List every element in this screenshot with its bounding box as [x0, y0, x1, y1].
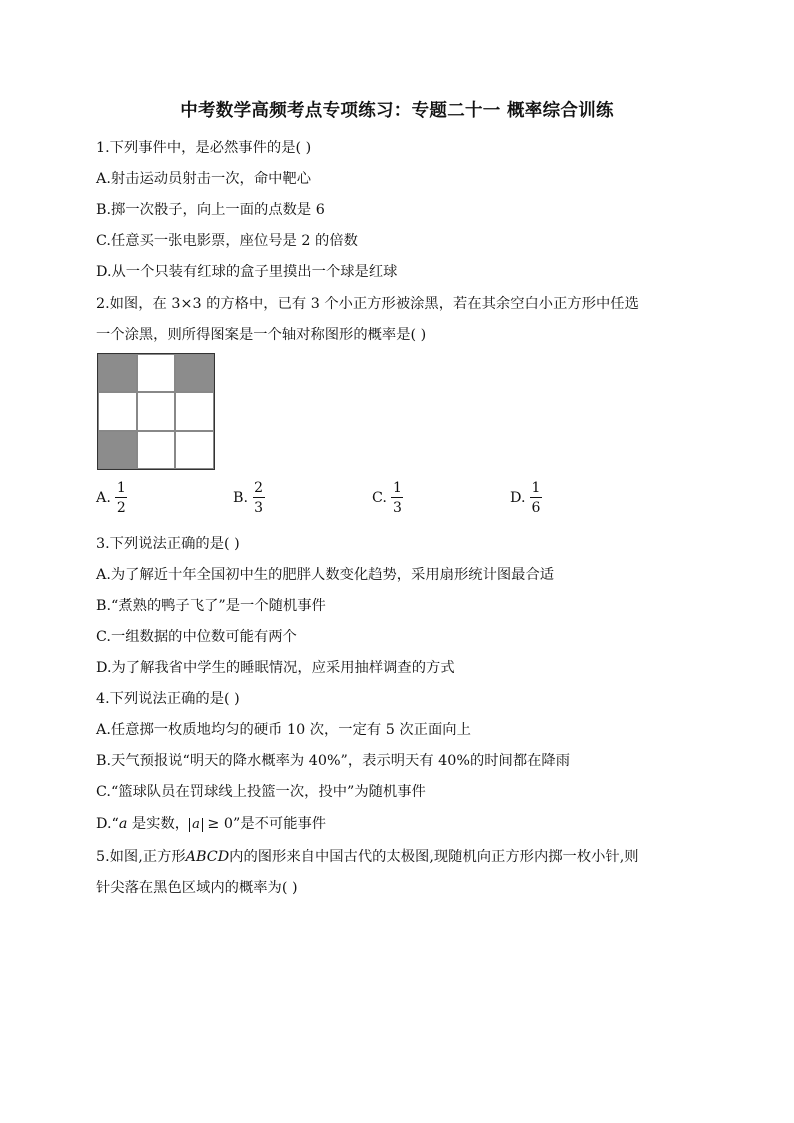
q4-option-d-mid: 是实数， — [127, 816, 190, 832]
q4-option-d-absolute-value: a — [189, 818, 203, 832]
q4-option-b: B.天气预报说“明天的降水概率为 40%”，表示明天有 40%的时间都在降雨 — [96, 753, 571, 769]
q5-stem-post: 内的图形来自中国古代的太极图,现随机向正方形内掷一枚小针,则 — [229, 849, 639, 865]
grid-cell-blank — [137, 392, 176, 430]
fraction-numerator: 2 — [254, 480, 263, 496]
grid-cell-shaded — [175, 354, 214, 392]
q2-option-a-fraction — [115, 481, 128, 515]
q4-option-d-variable: a — [118, 816, 128, 832]
fraction-denominator: 3 — [392, 500, 402, 516]
q3-option-d: D.为了解我省中学生的睡眠情况，应采用抽样调查的方式 — [96, 660, 455, 676]
q5-stem-line1 — [96, 846, 639, 866]
q2-option-d — [510, 481, 542, 515]
q2-option-b-label: B. — [233, 490, 249, 506]
q1-option-c: C.任意买一张电影票，座位号是 2 的倍数 — [96, 233, 358, 249]
fraction-numerator: 1 — [116, 480, 126, 496]
q2-option-a — [96, 481, 128, 515]
q2-option-d-label: D. — [510, 490, 526, 506]
q4-option-d-suffix: ”是不可能事件 — [233, 816, 327, 832]
q2-stem-line1: 2.如图，在 3×3 的方格中，已有 3 个小正方形被涂黑，若在其余空白小正方形中任选 — [96, 296, 639, 312]
q2-grid-figure — [97, 353, 215, 470]
fraction-numerator: 1 — [392, 480, 402, 496]
q1-option-b: B.掷一次骰子，向上一面的点数是 6 — [96, 202, 325, 218]
fraction-denominator: 6 — [531, 500, 541, 516]
grid-cell-blank — [137, 431, 176, 469]
grid-cell-blank — [175, 392, 214, 430]
q3-stem: 3.下列说法正确的是( ) — [96, 536, 240, 552]
q1-option-d: D.从一个只装有红球的盒子里摸出一个球是红球 — [96, 264, 398, 280]
grid-cell-shaded — [98, 354, 137, 392]
q1-option-a: A.射击运动员射击一次，命中靶心 — [96, 171, 312, 187]
q5-stem-pre: 5.如图,正方形 — [96, 849, 186, 865]
q2-option-c-label: C. — [372, 490, 387, 506]
q4-option-d-relation: ≥ 0 — [202, 816, 234, 832]
q4-option-d — [96, 813, 326, 833]
grid-cell-blank — [175, 431, 214, 469]
fraction-numerator: 1 — [531, 480, 541, 496]
q3-option-a: A.为了解近十年全国初中生的肥胖人数变化趋势，采用扇形统计图最合适 — [96, 567, 555, 583]
q4-option-c: C.“篮球队员在罚球线上投篮一次，投中”为随机事件 — [96, 784, 426, 800]
q2-option-b-fraction — [252, 481, 265, 515]
q1-stem: 1.下列事件中，是必然事件的是( ) — [96, 140, 312, 156]
page-title: 中考数学高频考点专项练习：专题二十一 概率综合训练 — [180, 101, 614, 121]
q5-stem-line2: 针尖落在黑色区域内的概率为( ) — [96, 880, 298, 896]
q2-option-c — [372, 481, 404, 515]
grid-cell-blank — [98, 392, 137, 430]
q3-option-c: C.一组数据的中位数可能有两个 — [96, 629, 297, 645]
q2-option-b — [233, 481, 265, 515]
q4-option-a: A.任意掷一枚质地均匀的硬币 10 次，一定有 5 次正面向上 — [96, 722, 471, 738]
q2-option-c-fraction — [391, 481, 404, 515]
q3-option-b: B.“煮熟的鸭子飞了”是一个随机事件 — [96, 598, 326, 614]
q2-stem-line2: 一个涂黑，则所得图案是一个轴对称图形的概率是( ) — [96, 327, 427, 343]
q2-option-a-label: A. — [96, 490, 111, 506]
q4-option-d-prefix: D.“ — [96, 816, 119, 832]
q5-square-name: ABCD — [185, 849, 230, 865]
grid-cell-shaded — [98, 431, 137, 469]
fraction-denominator: 3 — [254, 500, 263, 516]
q4-stem: 4.下列说法正确的是( ) — [96, 691, 240, 707]
fraction-denominator: 2 — [116, 500, 126, 516]
q2-option-d-fraction — [530, 481, 543, 515]
grid-cell-blank — [137, 354, 176, 392]
